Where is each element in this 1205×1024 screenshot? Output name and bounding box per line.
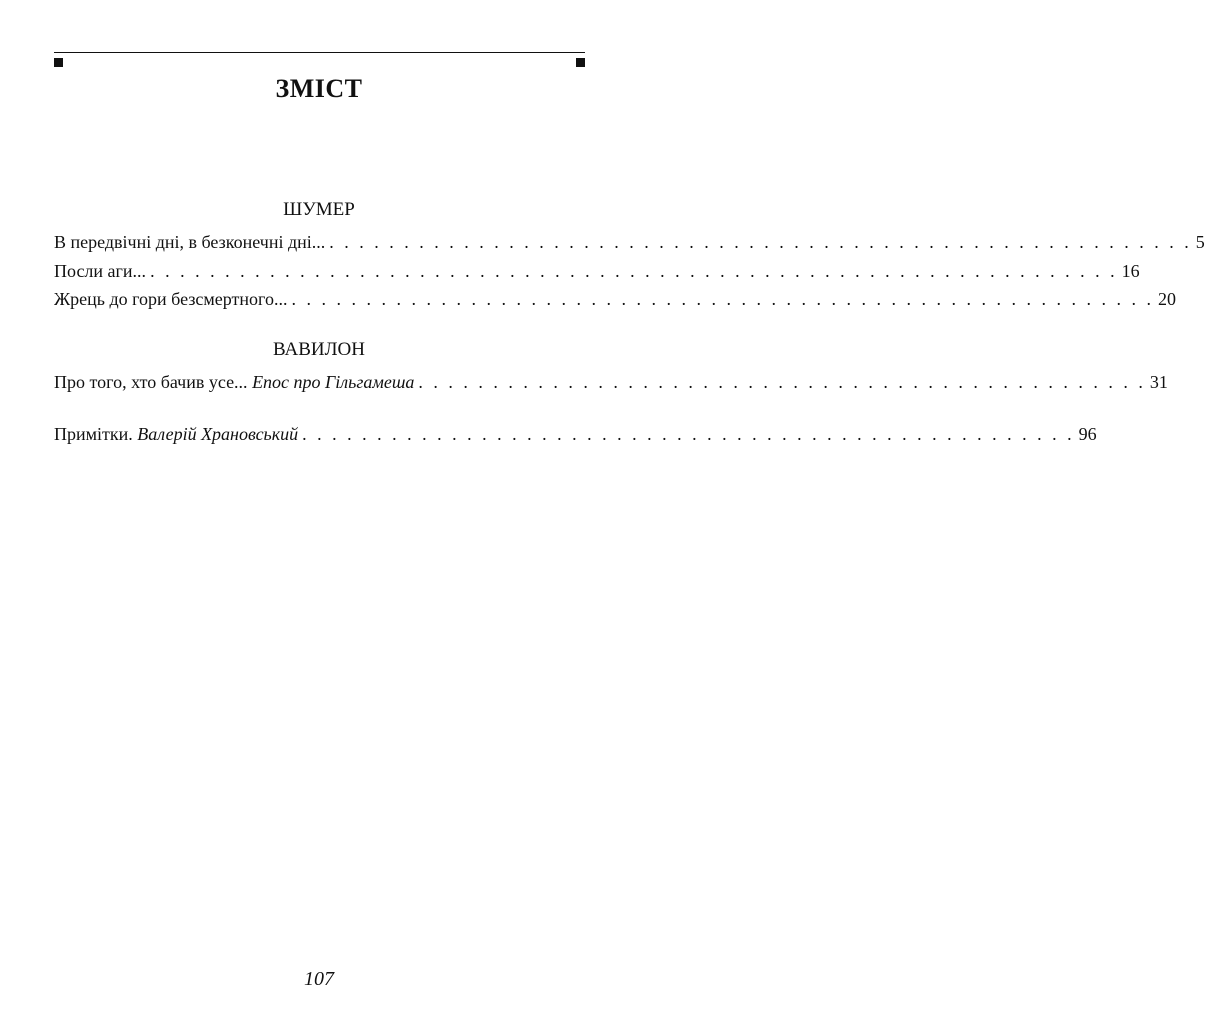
toc-entry-page: 31 <box>1149 372 1168 392</box>
toc-entry <box>54 232 1205 253</box>
toc-dot-leader: . . . . . . . . . . . . . . . . . . . . . . . . . . . . . . . . . . . . . . . . . . . . . . . . . . . . . . . . . . . . . . . . . <box>150 261 1118 281</box>
toc-entry-page: 16 <box>1121 261 1140 281</box>
toc-entry <box>54 289 1176 310</box>
toc-dot-leader: . . . . . . . . . . . . . . . . . . . . . . . . . . . . . . . . . . . . . . . . . . . . . . . . . . . . <box>302 424 1075 444</box>
toc-entry <box>54 261 1140 282</box>
toc-entry <box>54 372 1168 393</box>
corner-square-right-icon <box>576 58 585 67</box>
toc-dot-leader: . . . . . . . . . . . . . . . . . . . . . . . . . . . . . . . . . . . . . . . . . . . . . . . . . <box>418 372 1146 392</box>
toc-entry-title-italic: Епос про Гільгамеша <box>252 372 415 392</box>
toc-entry-title-text: Примітки. <box>54 424 133 444</box>
section-heading-sumer: ШУМЕР <box>283 199 355 220</box>
toc-entry-title: В передвічні дні, в безконечні дні... <box>54 232 326 252</box>
toc-entry-title <box>54 372 414 393</box>
top-rule <box>54 52 585 53</box>
toc-entry-title <box>54 424 298 445</box>
toc-entry-title: Посли аги... <box>54 261 147 281</box>
toc-entry-notes <box>54 424 1097 445</box>
toc-entry-title-italic: Валерій Храновський <box>137 424 299 444</box>
corner-square-left-icon <box>54 58 63 67</box>
toc-dot-leader: . . . . . . . . . . . . . . . . . . . . . . . . . . . . . . . . . . . . . . . . . . . . . . . . . . . . . . . . . . <box>291 289 1154 309</box>
toc-entry-title-text: Про того, хто бачив усе... <box>54 372 248 392</box>
toc-dot-leader: . . . . . . . . . . . . . . . . . . . . . . . . . . . . . . . . . . . . . . . . . . . . . . . . . . . . . . . . . . <box>329 232 1192 252</box>
toc-entry-page: 20 <box>1158 289 1176 309</box>
page-number: 107 <box>304 968 334 990</box>
toc-entry-title: Жрець до гори безсмертного... <box>54 289 288 309</box>
toc-entry-page: 96 <box>1078 424 1097 444</box>
section-heading-babylon: ВАВИЛОН <box>273 339 365 360</box>
toc-entry-page: 5 <box>1195 232 1205 252</box>
page-title: ЗМІСТ <box>275 74 363 103</box>
